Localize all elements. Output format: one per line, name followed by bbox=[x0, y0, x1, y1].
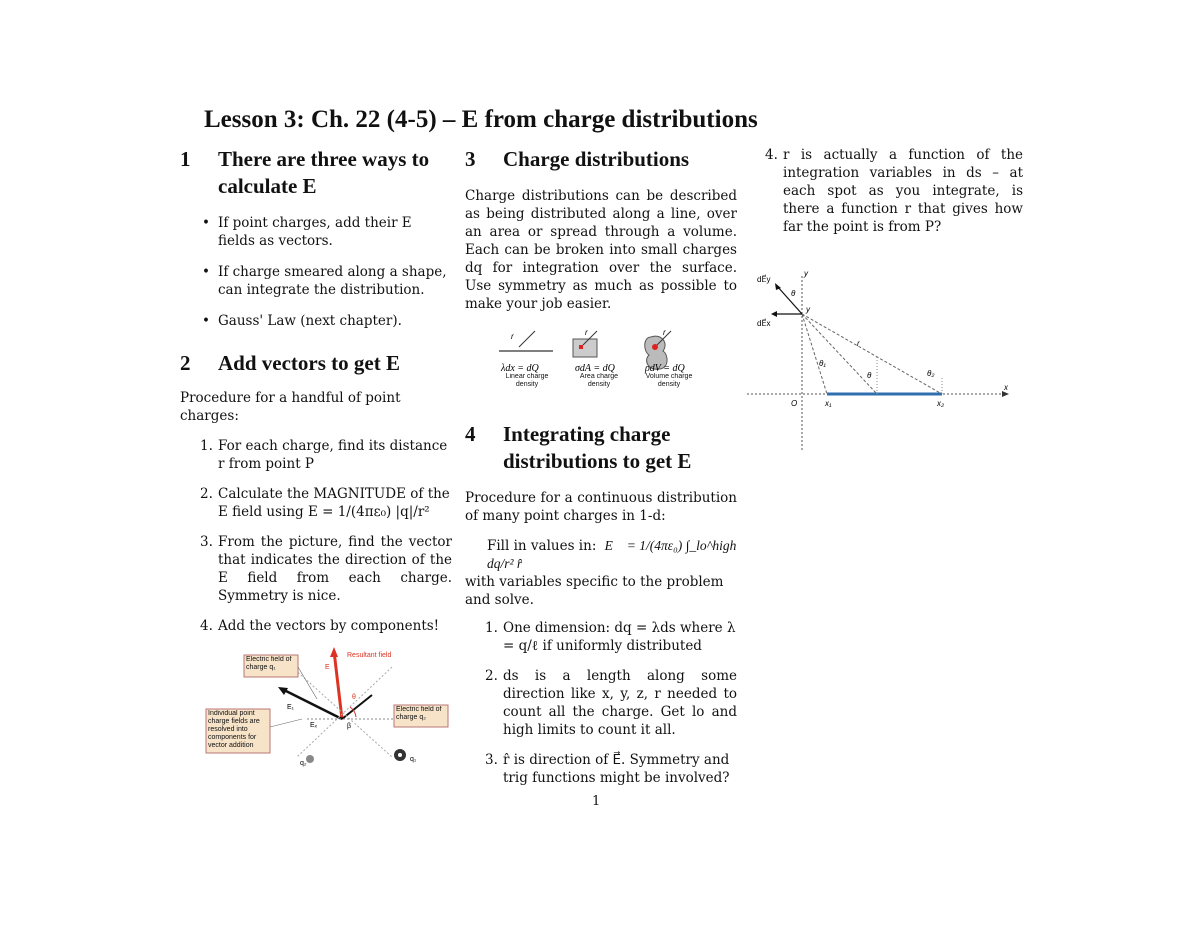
section-1-bullets bbox=[180, 214, 452, 330]
column-1 bbox=[180, 146, 452, 772]
svg-text:x: x bbox=[1004, 383, 1008, 392]
svg-text:O: O bbox=[791, 399, 798, 408]
section-4-intro: Procedure for a continuous distribution of many point charges in 1-d: bbox=[465, 490, 737, 524]
volume-eq: ρdV = dQ bbox=[645, 363, 685, 374]
line-charge-figure bbox=[747, 266, 1012, 456]
list-item: 2. ds is a length along some direction like x, y, z, r needed to count all the charge. Get lo and high limits to count it all. bbox=[485, 668, 737, 738]
list-item: 3. From the picture, find the vector that indicates the direction of the E field from each charge. Symmetry is nice. bbox=[200, 534, 452, 604]
svg-text:y: y bbox=[804, 269, 808, 278]
beta-label: β bbox=[347, 723, 352, 730]
svg-text:y: y bbox=[806, 305, 810, 314]
section-4-steps bbox=[465, 619, 737, 787]
area-eq: σdA = dQ bbox=[575, 363, 615, 374]
page-number: 1 bbox=[592, 794, 601, 809]
svg-text:r: r bbox=[585, 328, 588, 337]
charge-q2 bbox=[306, 755, 314, 763]
list-item: • Gauss' Law (next chapter). bbox=[202, 312, 452, 330]
list-item: 4. Add the vectors by components! bbox=[200, 618, 440, 634]
page-title: Lesson 3: Ch. 22 (4-5) – E from charge distributions bbox=[204, 106, 758, 133]
list-item: 1. One dimension: dq = λds where λ = q/ℓ if uniformly distributed bbox=[485, 620, 736, 654]
column-2 bbox=[465, 146, 737, 799]
section-4-fill-suffix: with variables specific to the problem and solve. bbox=[465, 574, 724, 608]
column-3 bbox=[757, 146, 1023, 456]
svg-text:θ: θ bbox=[791, 289, 796, 298]
q1-label: q₁ bbox=[410, 756, 417, 763]
svg-text:x₁: x₁ bbox=[825, 399, 832, 408]
field-q1-box: Electric field of charge q₁ bbox=[246, 656, 292, 671]
volume-label: Volume charge density bbox=[645, 373, 693, 388]
list-item: 3. r̂ is direction of E⃗. Symmetry and trig functions might be involved? bbox=[485, 752, 730, 786]
area-charge bbox=[573, 339, 597, 357]
section-3-heading: 3 Charge distributions bbox=[465, 147, 690, 171]
section-4-fill: Fill in values in: E⃗ = 1/(4πε₀) ∫_lo^high dq/r² r̂ bbox=[487, 538, 737, 571]
section-3-body: Charge distributions can be described as being distributed along a line, over an area or spread through a volume. Each can be broken into small charges dq for integration over the surface. Use symmetry as much as possible to make your job easier. bbox=[465, 188, 737, 312]
integral-formula: E⃗ = 1/(4πε₀) ∫_lo^high dq/r² r̂ bbox=[487, 538, 737, 571]
vector-addition-figure bbox=[202, 647, 452, 772]
section-2-intro: Procedure for a handful of point charges: bbox=[180, 390, 401, 424]
list-item: 2. Calculate the MAGNITUDE of the E field using E = 1/(4πε₀) |q|/r² bbox=[200, 486, 450, 520]
svg-text:r: r bbox=[511, 332, 514, 341]
note-box: Individual point charge fields are resolved into components for vector addition bbox=[208, 710, 260, 749]
list-item: • If charge smeared along a shape, can integrate the distribution. bbox=[202, 263, 452, 299]
list-item: • If point charges, add their E fields as vectors. bbox=[202, 214, 452, 250]
resultant-arrow bbox=[334, 651, 342, 719]
list-item: 4. r is actually a function of the integration variables in ds – at each spot as you integrate, is there a function r that gives how far the point is from P? bbox=[765, 147, 1023, 235]
e1-label: E₁ bbox=[287, 704, 295, 711]
svg-text:θ₂: θ₂ bbox=[927, 369, 935, 378]
linear-label: Linear charge density bbox=[505, 373, 549, 388]
svg-text:r: r bbox=[857, 339, 860, 348]
area-label: Area charge density bbox=[579, 373, 619, 388]
theta-label: θ bbox=[352, 694, 356, 701]
resultant-label: Resultant field bbox=[347, 652, 392, 659]
list-item: 1. For each charge, find its distance r from point P bbox=[200, 438, 448, 472]
svg-text:θ: θ bbox=[867, 371, 872, 380]
section-2-steps bbox=[180, 437, 452, 635]
section-4-steps-cont bbox=[765, 146, 1023, 236]
ex-label: Eₓ bbox=[310, 722, 317, 729]
section-4-heading: 4 Integrating charge distributions to get E bbox=[465, 422, 692, 473]
svg-text:r: r bbox=[663, 328, 666, 337]
charge-distribution-figure bbox=[493, 325, 733, 395]
section-2-heading: 2 Add vectors to get E bbox=[180, 351, 400, 375]
svg-text:θ₁: θ₁ bbox=[819, 359, 826, 368]
linear-eq: λdx = dQ bbox=[501, 363, 539, 374]
field-q2-box: Electric field of charge q₂ bbox=[396, 706, 442, 721]
e-label: E bbox=[325, 664, 330, 671]
svg-text:x₂: x₂ bbox=[937, 399, 945, 408]
svg-text:dE⃗y: dE⃗y bbox=[757, 275, 771, 284]
q2-label: q₂ bbox=[300, 760, 307, 767]
svg-text:dE⃗x: dE⃗x bbox=[757, 319, 771, 328]
dE-arrow bbox=[777, 286, 802, 314]
section-1-heading: 1 There are three ways to calculate E bbox=[180, 147, 430, 198]
